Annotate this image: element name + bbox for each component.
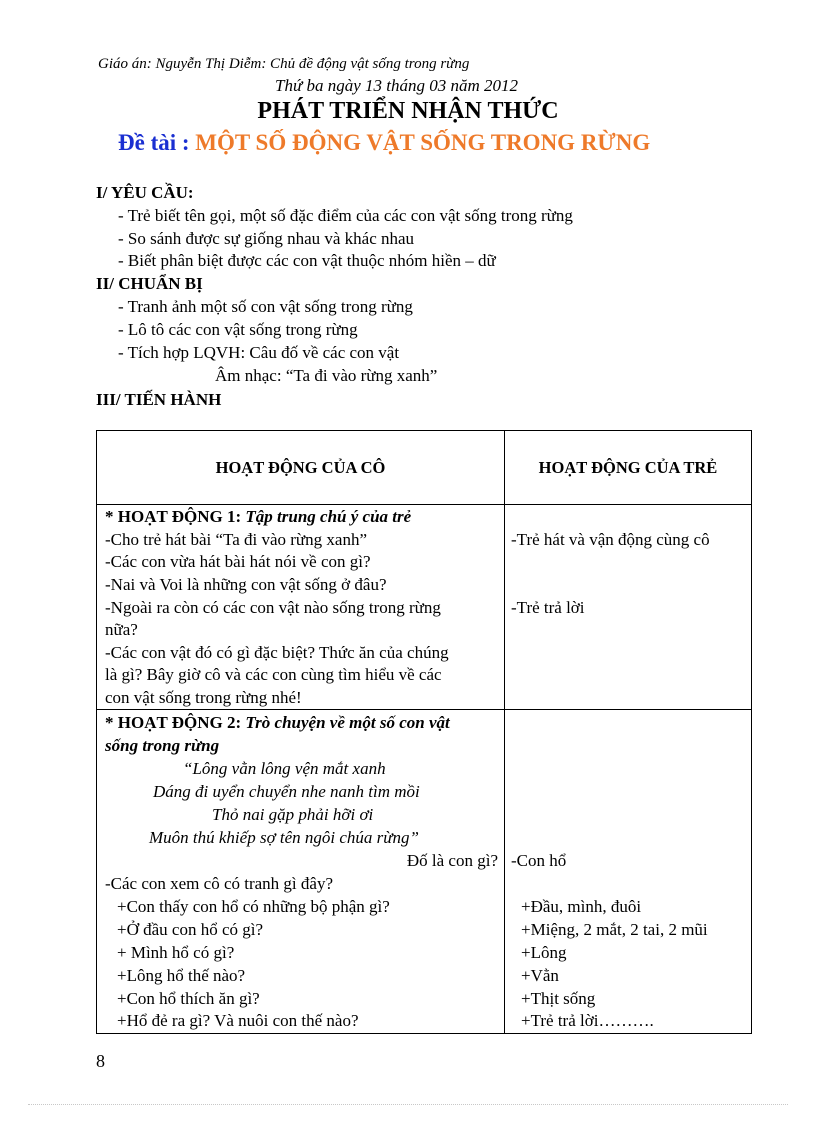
- activity1-teacher-cell: [97, 505, 505, 710]
- teacher-line: -Ngoài ra còn có các con vật nào sống trong rừng: [105, 598, 441, 617]
- activity2-prefix: * HOẠT ĐỘNG 2:: [105, 713, 246, 732]
- teacher-line: -Các con vừa hát bài hát nói về con gì?: [105, 552, 371, 571]
- activity2-name-cont: sống trong rừng: [105, 736, 220, 755]
- teacher-line: +Ở đầu con hổ có gì?: [117, 920, 264, 939]
- poem-line: Dáng đi uyển chuyển nhe nanh tìm mồi: [153, 782, 420, 801]
- poem-line: Muôn thú khiếp sợ tên ngôi chúa rừng”: [149, 828, 420, 847]
- teacher-line: -Các con vật đó có gì đặc biệt? Thức ăn của chúng: [105, 643, 449, 662]
- preparation-item: - Lô tô các con vật sống trong rừng: [118, 320, 358, 339]
- requirement-item: - So sánh được sự giống nhau và khác nhau: [118, 229, 415, 248]
- activity1-heading: [105, 506, 411, 528]
- requirements-heading: I/ YÊU CẦU:: [96, 183, 194, 202]
- poem-line: Thỏ nai gặp phải hỡi ơi: [212, 805, 374, 824]
- child-line: +Trẻ trả lời……….: [521, 1011, 654, 1030]
- page-bottom-divider: [28, 1104, 788, 1105]
- lesson-topic: [118, 130, 650, 156]
- activity1-prefix: * HOẠT ĐỘNG 1:: [105, 507, 246, 526]
- teacher-line: +Con hổ thích ăn gì?: [117, 989, 260, 1008]
- col-teacher-header: HOẠT ĐỘNG CỦA CÔ: [97, 431, 505, 505]
- preparation-item: - Tranh ảnh một số con vật sống trong rừng: [118, 297, 413, 316]
- teacher-line: -Cho trẻ hát bài “Ta đi vào rừng xanh”: [105, 530, 367, 549]
- teacher-line: +Con thấy con hổ có những bộ phận gì?: [117, 897, 390, 916]
- child-line: +Vằn: [521, 966, 559, 985]
- activity1-child-cell: [505, 505, 752, 710]
- page-title: PHÁT TRIỂN NHẬN THỨC: [257, 98, 559, 124]
- teacher-line: nữa?: [105, 620, 138, 639]
- table-row: [97, 505, 752, 710]
- child-line: +Đầu, mình, đuôi: [521, 897, 642, 916]
- col-child-header: HOẠT ĐỘNG CỦA TRẺ: [505, 431, 752, 505]
- riddle-question: Đố là con gì?: [406, 851, 498, 870]
- teacher-line: +Lông hổ thế nào?: [117, 966, 246, 985]
- child-line: +Miệng, 2 mắt, 2 tai, 2 mũi: [521, 920, 708, 939]
- activity2-name: Trò chuyện về một số con vật: [245, 713, 450, 732]
- teacher-line: -Nai và Voi là những con vật sống ở đâu?: [105, 575, 387, 594]
- activity-table: [96, 430, 752, 1034]
- preparation-heading: II/ CHUẨN BỊ: [96, 274, 203, 293]
- table-row: [97, 710, 752, 1034]
- page-number: 8: [96, 1051, 105, 1071]
- document-header: Giáo án: Nguyễn Thị Diễm: Chủ đề động vật sống trong rừng: [98, 56, 470, 72]
- activity2-heading: [105, 712, 450, 734]
- teacher-line: con vật sống trong rừng nhé!: [105, 688, 302, 707]
- teacher-line: là gì? Bây giờ cô và các con cùng tìm hiểu về các: [105, 665, 442, 684]
- preparation-item: Âm nhạc: “Ta đi vào rừng xanh”: [215, 366, 438, 385]
- preparation-item: - Tích hợp LQVH: Câu đố về các con vật: [118, 343, 400, 362]
- requirement-item: - Trẻ biết tên gọi, một số đặc điểm của các con vật sống trong rừng: [118, 206, 573, 225]
- child-line: +Lông: [521, 943, 567, 962]
- teacher-line: + Mình hổ có gì?: [117, 943, 235, 962]
- procedure-heading: III/ TIẾN HÀNH: [96, 390, 222, 409]
- lesson-date: Thứ ba ngày 13 tháng 03 năm 2012: [275, 76, 519, 95]
- requirement-item: - Biết phân biệt được các con vật thuộc nhóm hiền – dữ: [118, 251, 496, 270]
- activity2-child-cell: [505, 710, 752, 1034]
- activity2-teacher-cell: [97, 710, 505, 1034]
- child-line: +Thịt sống: [521, 989, 596, 1008]
- activity1-name: Tập trung chú ý của trẻ: [245, 507, 412, 526]
- teacher-line: -Các con xem cô có tranh gì đây?: [105, 874, 333, 893]
- child-line: -Trẻ trả lời: [511, 598, 585, 617]
- poem-line: “Lông vằn lông vện mắt xanh: [183, 759, 386, 778]
- teacher-line: +Hổ đẻ ra gì? Và nuôi con thế nào?: [117, 1011, 359, 1030]
- topic-label: Đề tài :: [118, 130, 190, 155]
- table-header-row: [97, 431, 752, 505]
- topic-value: MỘT SỐ ĐỘNG VẬT SỐNG TRONG RỪNG: [195, 130, 651, 155]
- child-line: -Trẻ hát và vận động cùng cô: [511, 530, 710, 549]
- child-answer-riddle: -Con hổ: [511, 851, 567, 870]
